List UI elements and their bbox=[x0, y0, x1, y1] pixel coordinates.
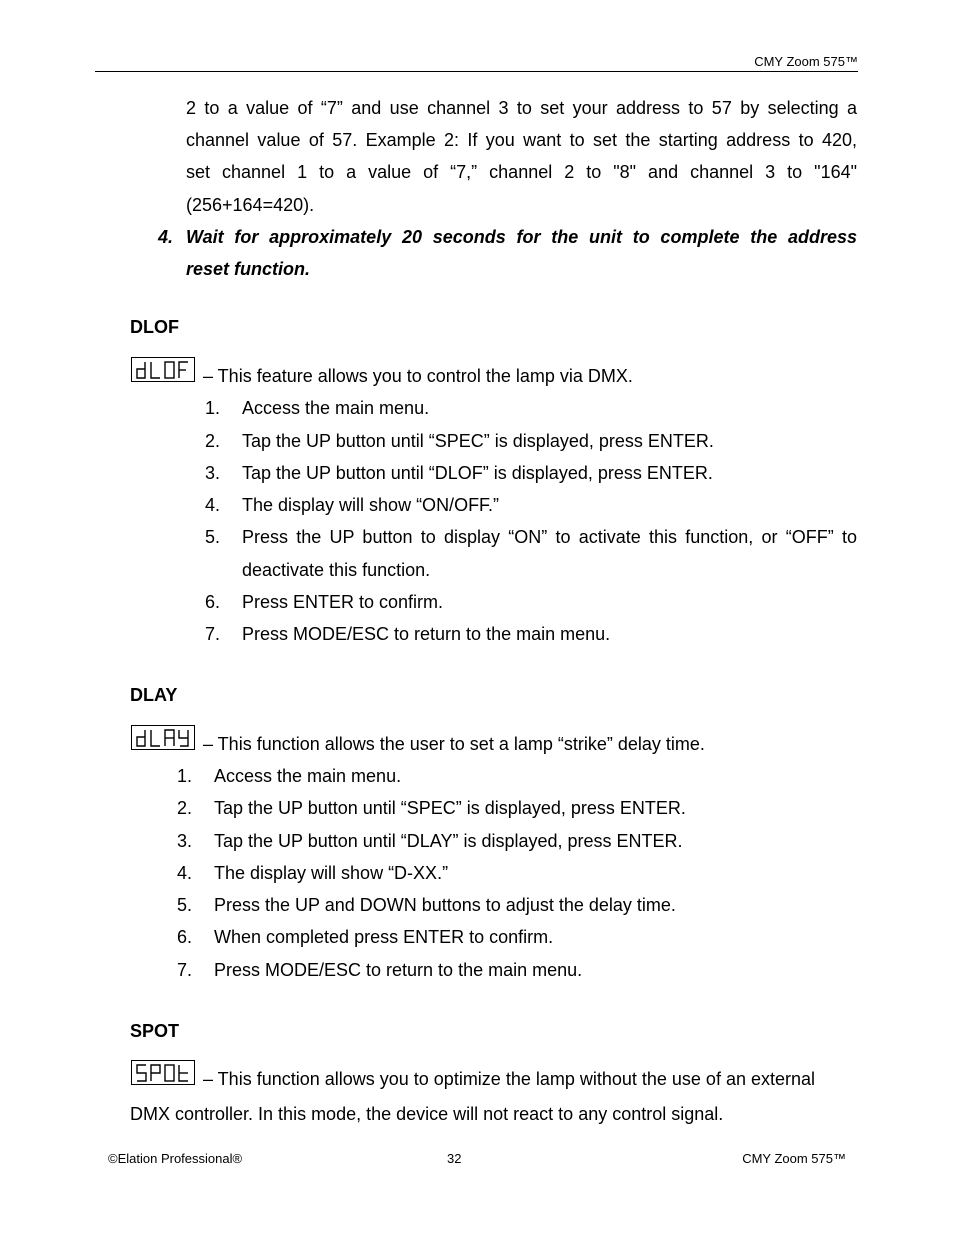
section-intro: – This function allows you to optimize the lamp without the use of an external bbox=[203, 1069, 816, 1089]
lcd-display-icon bbox=[131, 1060, 195, 1085]
step-number: 4. bbox=[158, 227, 174, 247]
step-line: Wait for approximately 20 seconds for the unit to complete the address bbox=[186, 227, 857, 247]
running-header: CMY Zoom 575™ bbox=[754, 54, 858, 69]
section-intro: – This feature allows you to control the lamp via DMX. bbox=[203, 366, 633, 386]
lcd-display-icon bbox=[131, 725, 195, 750]
paragraph-line: (256+164=420). bbox=[186, 195, 315, 215]
list-item-continuation: deactivate this function. bbox=[242, 560, 431, 580]
paragraph-line: channel value of 57. Example 2: If you want to set the starting address to 420, bbox=[186, 130, 857, 150]
section-intro: – This function allows the user to set a lamp “strike” delay time. bbox=[203, 734, 705, 754]
paragraph-line: 2 to a value of “7” and use channel 3 to set your address to 57 by selecting a bbox=[186, 98, 857, 118]
header-rule bbox=[95, 71, 858, 72]
section-heading: SPOT bbox=[130, 1021, 180, 1041]
section-intro-continuation: DMX controller. In this mode, the device will not react to any control signal. bbox=[130, 1104, 724, 1124]
lcd-display-icon bbox=[131, 357, 195, 382]
footer-page-number: 32 bbox=[447, 1151, 462, 1166]
section-heading: DLOF bbox=[130, 317, 179, 337]
footer-copyright: ©Elation Professional® bbox=[108, 1151, 243, 1166]
section-heading: DLAY bbox=[130, 685, 178, 705]
footer-title: CMY Zoom 575™ bbox=[742, 1151, 846, 1166]
step-line: reset function. bbox=[186, 259, 311, 279]
paragraph-line: set channel 1 to a value of “7,” channel 2 to "8" and channel 3 to "164" bbox=[186, 162, 857, 182]
